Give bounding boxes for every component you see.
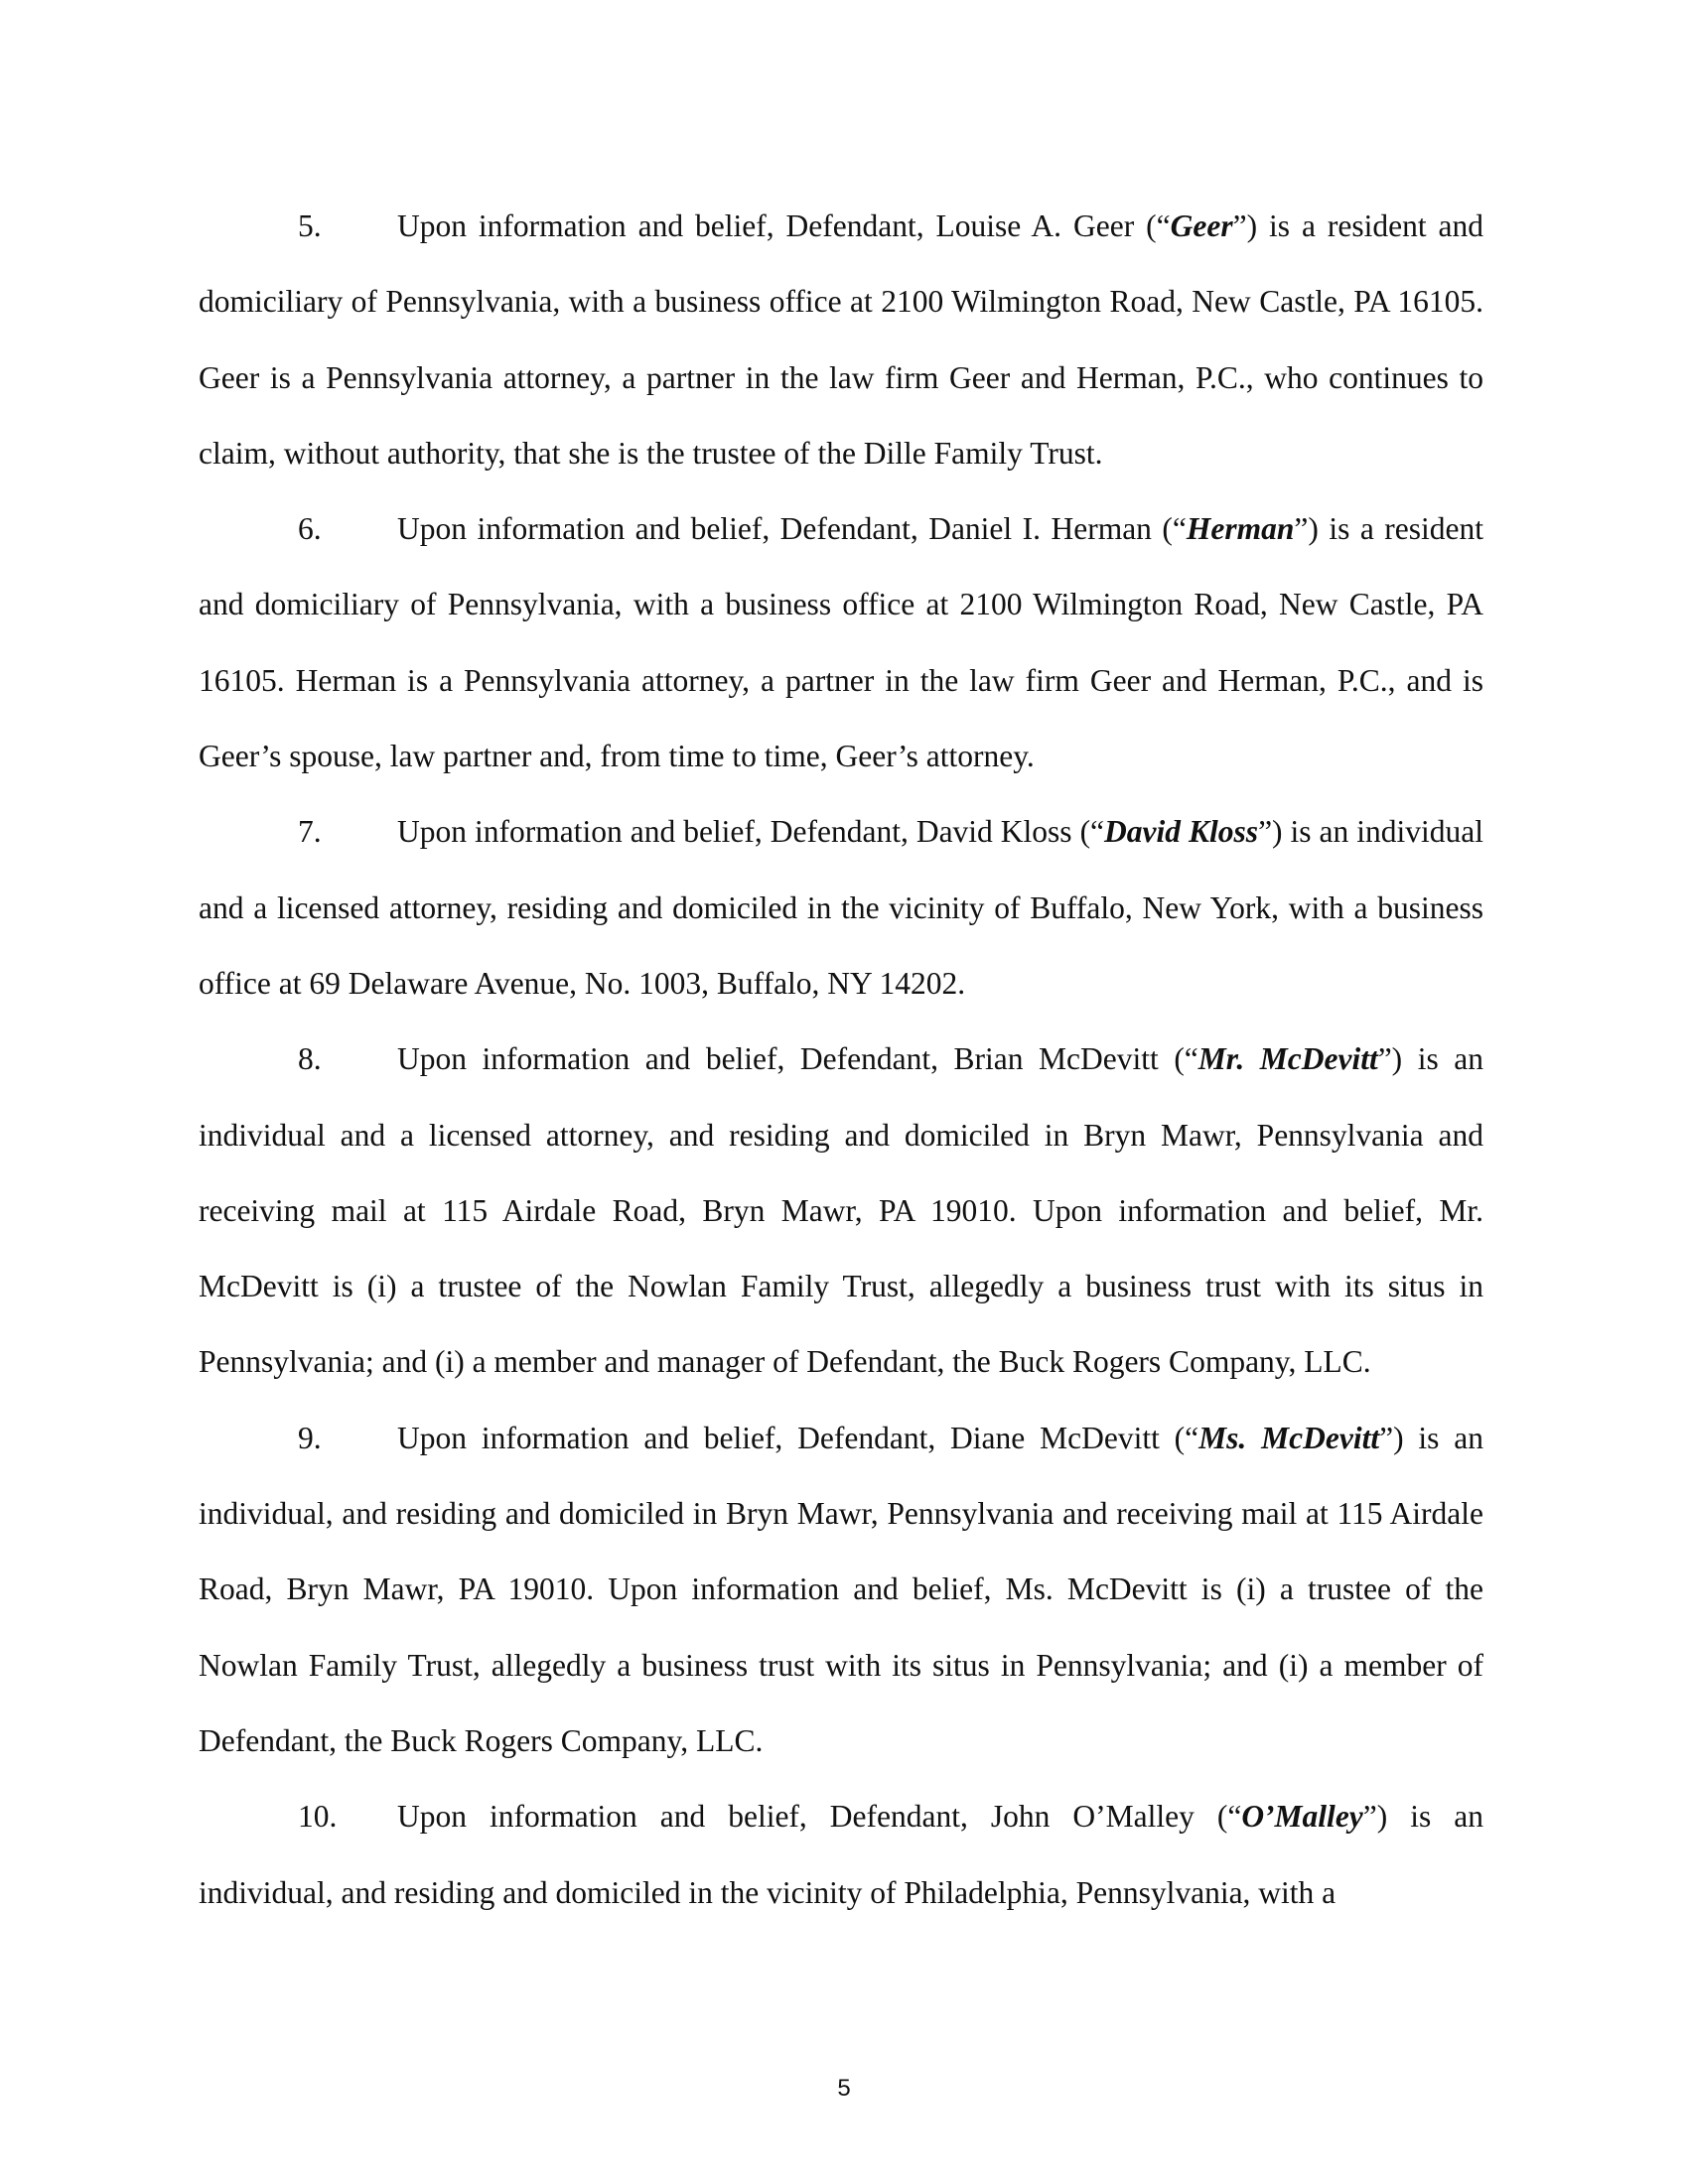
paragraph-text: ”) is an individual and a licensed attorney, residing and domiciled in the vicinity of Buffalo, New York, with a business office at 69 Delaware Avenue, No. 1003, Buffalo, NY 14202. — [199, 814, 1484, 1001]
defined-term: Herman — [1186, 511, 1295, 547]
paragraph-text: ”) is an individual and a licensed attorney, and residing and domiciled in Bryn Mawr, Pennsylvania and receiving mail at 115 Airdale Road, Bryn Mawr, PA 19010. Upon information and belief, Mr. McDevitt is (i) a trustee of the Nowlan Family Trust, allegedly a business trust with its situs in Pennsylvania; and (i) a member and manager of Defendant, the Buck Rogers Company, LLC. — [199, 1041, 1483, 1380]
paragraph-8 — [199, 1022, 1483, 1400]
paragraph-text: ”) is an individual, and residing and domiciled in Bryn Mawr, Pennsylvania and receiving mail at 115 Airdale Road, Bryn Mawr, PA 19010. Upon information and belief, Ms. McDevitt is (i) a trustee of the Nowlan Family Trust, allegedly a business trust with its situs in Pennsylvania; and (i) a member of Defendant, the Buck Rogers Company, LLC. — [199, 1420, 1483, 1758]
defined-term: David Kloss — [1104, 814, 1259, 850]
paragraph-6 — [199, 491, 1483, 794]
paragraph-text-lead: Upon information and belief, Defendant, Louise A. Geer (“ — [397, 208, 1171, 243]
paragraph-10 — [199, 1779, 1483, 1931]
paragraph-text-lead: Upon information and belief, Defendant, Diane McDevitt (“ — [397, 1420, 1199, 1455]
defined-term: Mr. McDevitt — [1197, 1041, 1378, 1077]
paragraph-number: 9. — [298, 1420, 322, 1455]
document-body — [199, 189, 1483, 1931]
paragraph-number: 8. — [298, 1041, 322, 1077]
defined-term: O’Malley — [1241, 1799, 1363, 1835]
paragraph-7 — [199, 794, 1483, 1022]
paragraph-number: 6. — [298, 511, 322, 547]
paragraph-text-lead: Upon information and belief, Defendant, David Kloss (“ — [397, 814, 1105, 850]
paragraph-9 — [199, 1401, 1483, 1779]
paragraph-text: ”) is a resident and domiciliary of Pennsylvania, with a business office at 2100 Wilmington Road, New Castle, PA 16105. Herman is a Pennsylvania attorney, a partner in the law firm Geer and Herman, P.C., and is Geer’s spouse, law partner and, from time to time, Geer’s attorney. — [199, 511, 1483, 774]
defined-term: Ms. McDevitt — [1198, 1420, 1380, 1455]
page-number: 5 — [837, 2075, 851, 2102]
paragraph-text-lead: Upon information and belief, Defendant, Brian McDevitt (“ — [397, 1041, 1198, 1077]
paragraph-number: 7. — [298, 814, 322, 850]
defined-term: Geer — [1170, 208, 1233, 243]
paragraph-5 — [199, 189, 1483, 491]
paragraph-text-lead: Upon information and belief, Defendant, Daniel I. Herman (“ — [397, 511, 1187, 547]
paragraph-number: 5. — [298, 208, 322, 243]
paragraph-number: 10. — [298, 1799, 338, 1835]
paragraph-text-lead: Upon information and belief, Defendant, John O’Malley (“ — [397, 1799, 1242, 1835]
paragraph-text: ”) is an individual, and residing and domiciled in the vicinity of Philadelphia, Pennsylvania, with a — [199, 1799, 1484, 1910]
paragraph-text: ”) is a resident and domiciliary of Pennsylvania, with a business office at 2100 Wilmington Road, New Castle, PA 16105. Geer is a Pennsylvania attorney, a partner in the law firm Geer and Herman, P.C., who continues to claim, without authority, that she is the trustee of the Dille Family Trust. — [199, 208, 1483, 471]
